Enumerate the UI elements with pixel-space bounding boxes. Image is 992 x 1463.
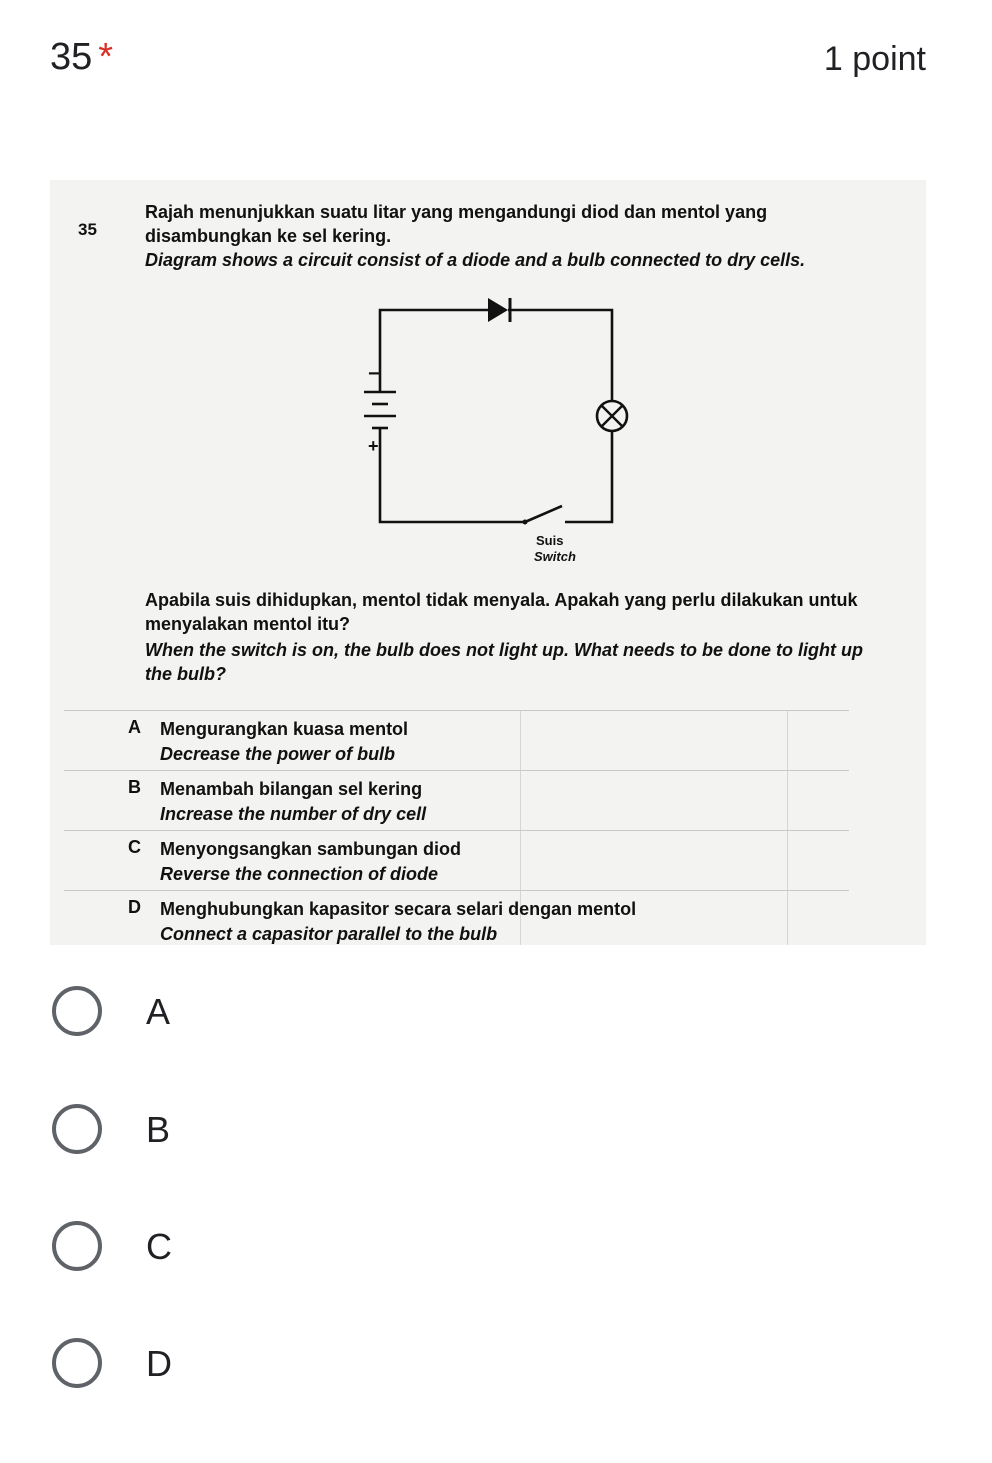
radio-icon[interactable]: [52, 1104, 102, 1154]
radio-icon[interactable]: [52, 986, 102, 1036]
plus-label: +: [368, 436, 379, 456]
option-row-a: [64, 710, 849, 771]
choice-a[interactable]: [50, 983, 350, 1045]
prompt-english-line-1: When the switch is on, the bulb does not light up. What needs to be done to light up: [145, 640, 863, 660]
switch-symbol: [523, 506, 563, 525]
choice-label: C: [146, 1226, 172, 1267]
choice-label: B: [146, 1109, 171, 1150]
question-points: 1 point: [823, 40, 926, 78]
option-text: [160, 777, 426, 827]
option-text: [160, 897, 636, 945]
circuit-diagram: [340, 292, 680, 577]
diode-symbol: [488, 298, 510, 322]
choice-c[interactable]: [50, 1218, 350, 1280]
wire-right: [565, 430, 612, 522]
option-english: Increase the number of dry cell: [160, 804, 427, 824]
option-letter: A: [128, 717, 141, 737]
option-row-c: [64, 830, 849, 891]
required-asterisk: *: [98, 36, 114, 78]
option-letter: B: [128, 777, 141, 797]
option-text: [160, 837, 461, 887]
option-malay: Menambah bilangan sel kering: [160, 779, 423, 799]
question-number-text: 35: [50, 36, 93, 78]
stem-english: Diagram shows a circuit consist of a diode and a bulb connected to dry cells.: [145, 250, 806, 270]
option-english: Connect a capasitor parallel to the bulb: [160, 924, 498, 944]
switch-label-malay: Suis: [536, 533, 564, 548]
radio-icon[interactable]: [52, 1221, 102, 1271]
minus-label: −: [368, 363, 380, 385]
choice-b[interactable]: [50, 1101, 350, 1163]
radio-icon[interactable]: [52, 1338, 102, 1388]
bulb-symbol: [597, 401, 627, 431]
wire-bottom: [380, 447, 525, 522]
diode-triangle: [488, 298, 508, 322]
choice-label: D: [146, 1343, 172, 1384]
question-number: [50, 36, 113, 79]
stem-malay-line-1: Rajah menunjukkan suatu litar yang mengandungi diod dan mentol yang: [145, 202, 768, 222]
option-row-d: [64, 890, 849, 945]
question-header: [50, 30, 926, 90]
switch-pivot: [523, 520, 528, 525]
circuit-wires: [380, 310, 612, 522]
option-malay: Mengurangkan kuasa mentol: [160, 719, 409, 739]
prompt-english-line-2: the bulb?: [145, 664, 226, 684]
wire-top-right: [508, 310, 612, 402]
option-english: Reverse the connection of diode: [160, 864, 439, 884]
option-text: [160, 717, 408, 767]
option-row-b: [64, 770, 849, 831]
wire-top-left: [380, 310, 490, 387]
choice-label: A: [146, 991, 171, 1032]
option-malay: Menghubungkan kapasitor secara selari dengan mentol: [160, 899, 637, 919]
stem-malay-line-2: disambungkan ke sel kering.: [145, 226, 392, 246]
switch-label-english: Switch: [534, 549, 576, 564]
choice-d[interactable]: [50, 1335, 350, 1397]
option-english: Decrease the power of bulb: [160, 744, 396, 764]
circuit-svg: [340, 292, 680, 577]
option-letter: D: [128, 897, 141, 917]
question-image: [50, 180, 926, 945]
option-letter: C: [128, 837, 141, 857]
scan-question-number: 35: [78, 220, 97, 239]
switch-lever: [525, 506, 562, 522]
prompt-malay-line-2: menyalakan mentol itu?: [145, 614, 351, 634]
prompt-malay-line-1: Apabila suis dihidupkan, mentol tidak menyala. Apakah yang perlu dilakukan untuk: [145, 590, 858, 610]
option-malay: Menyongsangkan sambungan diod: [160, 839, 462, 859]
options-table: [64, 710, 849, 945]
